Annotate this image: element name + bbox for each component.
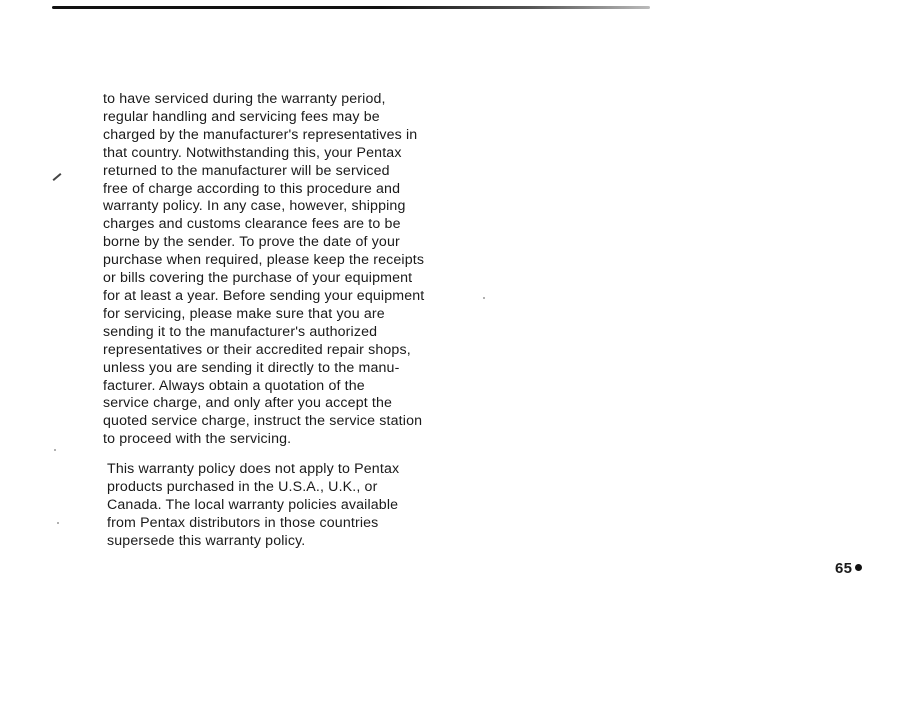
- text-line: products purchased in the U.S.A., U.K., or: [107, 478, 378, 495]
- text-line: service charge, and only after you accept the: [103, 395, 393, 412]
- text-line: sending it to the manufacturer's authorized: [103, 323, 378, 340]
- text-line: free of charge according to this procedure and: [103, 180, 401, 197]
- text-line: facturer. Always obtain a quotation of the: [103, 377, 365, 394]
- text-line: supersede this warranty policy.: [107, 532, 306, 549]
- text-line: to proceed with the servicing.: [103, 431, 292, 448]
- text-line: purchase when required, please keep the receipts: [103, 252, 425, 269]
- speck: [54, 449, 56, 451]
- text-line: to have serviced during the warranty period,: [103, 91, 386, 107]
- text-line: from Pentax distributors in those countries: [107, 514, 379, 531]
- top-rule: [52, 6, 650, 9]
- text-line: warranty policy. In any case, however, shipping: [103, 198, 406, 215]
- body-paragraph-1: [103, 91, 424, 449]
- text-line: for at least a year. Before sending your equipment: [103, 287, 425, 304]
- text-line: regular handling and servicing fees may be: [103, 108, 380, 125]
- text-line: for servicing, please make sure that you are: [103, 305, 385, 322]
- body-paragraph-2: [107, 461, 399, 551]
- speck: [483, 297, 485, 299]
- text-line: charged by the manufacturer's representatives in: [103, 126, 418, 143]
- text-line: unless you are sending it directly to the manu-: [103, 359, 400, 376]
- text-line: representatives or their accredited repair shops,: [103, 341, 411, 358]
- text-line: Canada. The local warranty policies available: [107, 496, 399, 513]
- text-line: or bills covering the purchase of your equipment: [103, 270, 413, 287]
- speck: [57, 522, 59, 524]
- text-line: borne by the sender. To prove the date of your: [103, 234, 400, 251]
- text-line: that country. Notwithstanding this, your Pentax: [103, 144, 402, 161]
- text-line: quoted service charge, instruct the service station: [103, 413, 423, 430]
- bullet-icon: [855, 564, 862, 571]
- text-line: This warranty policy does not apply to Pentax: [107, 461, 400, 477]
- margin-mark: [53, 173, 62, 181]
- text-line: charges and customs clearance fees are to be: [103, 216, 401, 233]
- page-number: [835, 560, 862, 577]
- text-line: returned to the manufacturer will be serviced: [103, 162, 390, 179]
- page-number-text: 65: [835, 560, 853, 577]
